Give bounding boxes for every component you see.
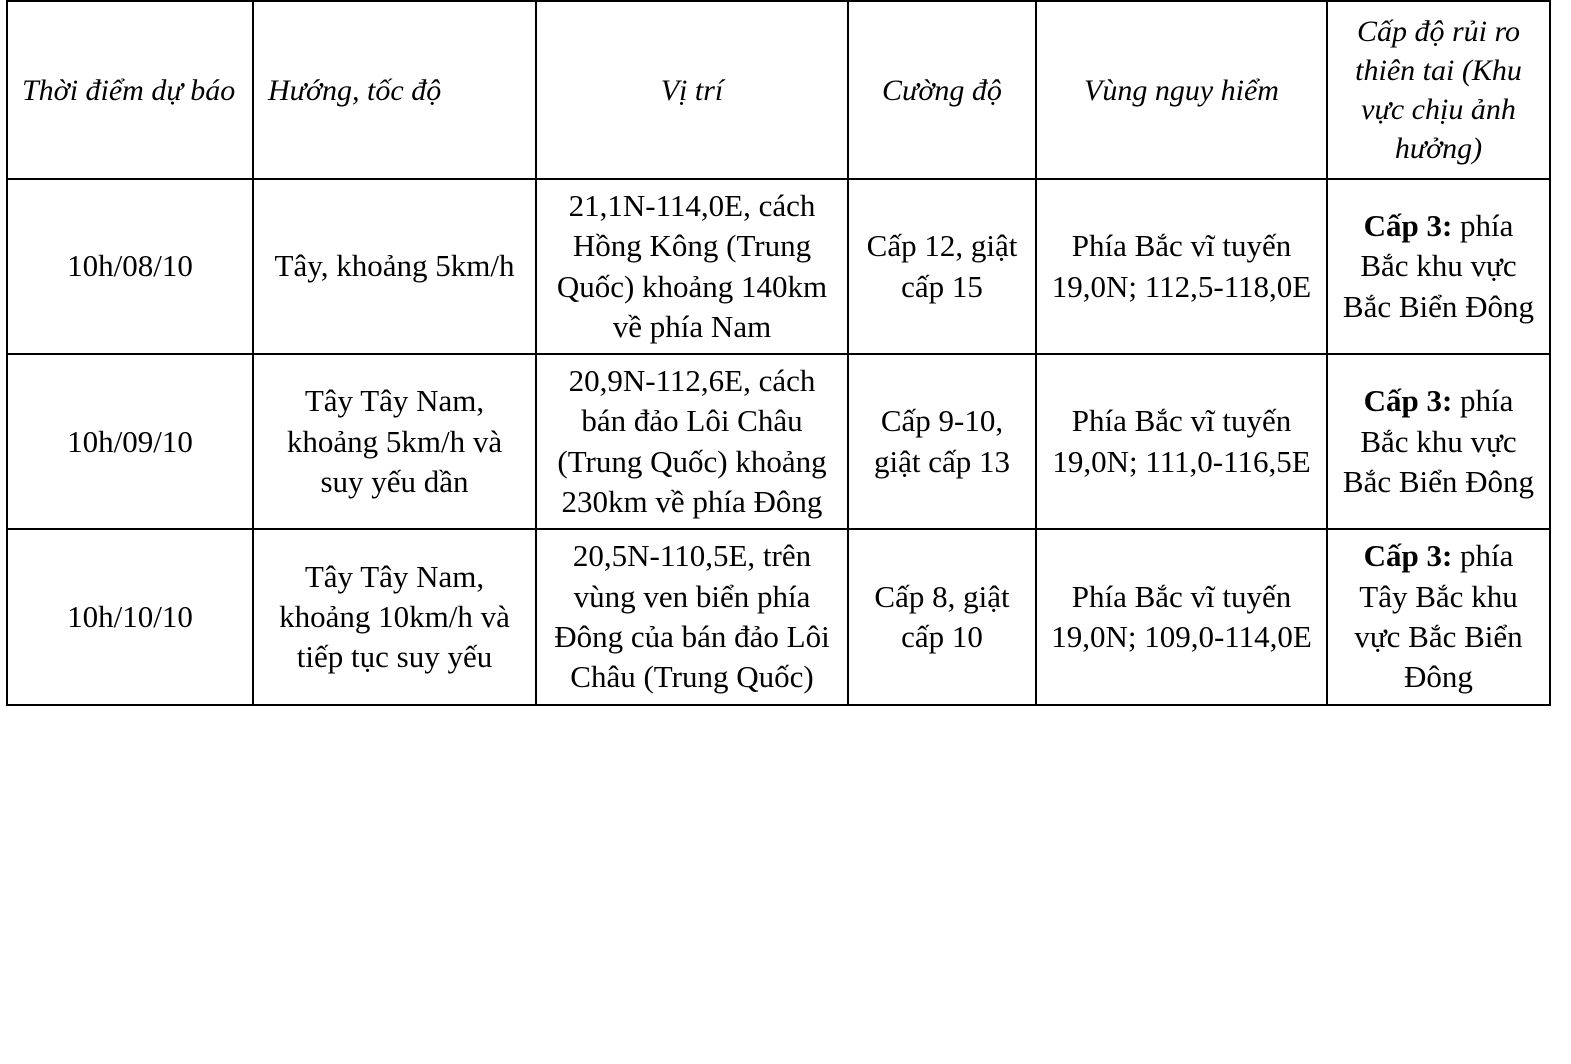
column-header-direction-speed: Hướng, tốc độ bbox=[253, 1, 536, 179]
cell-intensity: Cấp 9-10, giật cấp 13 bbox=[848, 354, 1036, 529]
column-header-forecast-time: Thời điểm dự báo bbox=[7, 1, 253, 179]
cell-disaster-risk bbox=[1327, 179, 1550, 354]
cell-forecast-time: 10h/09/10 bbox=[7, 354, 253, 529]
risk-area-label: phía Tây Bắc khu vực Bắc Biển Đông bbox=[1354, 538, 1523, 695]
cell-direction-speed: Tây Tây Nam, khoảng 5km/h và suy yếu dần bbox=[253, 354, 536, 529]
cell-disaster-risk bbox=[1327, 529, 1550, 704]
cell-disaster-risk bbox=[1327, 354, 1550, 529]
table-header bbox=[7, 1, 1550, 179]
column-header-disaster-risk-level: Cấp độ rủi ro thiên tai (Khu vực chịu ảnh hưởng) bbox=[1327, 1, 1550, 179]
cell-forecast-time: 10h/08/10 bbox=[7, 179, 253, 354]
cell-position: 21,1N-114,0E, cách Hồng Kông (Trung Quốc) khoảng 140km về phía Nam bbox=[536, 179, 848, 354]
cell-direction-speed: Tây Tây Nam, khoảng 10km/h và tiếp tục suy yếu bbox=[253, 529, 536, 704]
risk-area-label: phía Bắc khu vực Bắc Biển Đông bbox=[1342, 383, 1535, 499]
table-row bbox=[7, 529, 1550, 704]
column-header-danger-zone: Vùng nguy hiểm bbox=[1036, 1, 1327, 179]
cell-position: 20,5N-110,5E, trên vùng ven biển phía Đông của bán đảo Lôi Châu (Trung Quốc) bbox=[536, 529, 848, 704]
column-header-position: Vị trí bbox=[536, 1, 848, 179]
risk-level-label: Cấp 3: bbox=[1363, 208, 1453, 244]
table-body bbox=[7, 179, 1550, 705]
table-row bbox=[7, 354, 1550, 529]
risk-level-label: Cấp 3: bbox=[1363, 383, 1453, 419]
cell-direction-speed: Tây, khoảng 5km/h bbox=[253, 179, 536, 354]
risk-level-label: Cấp 3: bbox=[1363, 538, 1453, 574]
cell-danger-zone: Phía Bắc vĩ tuyến 19,0N; 111,0-116,5E bbox=[1036, 354, 1327, 529]
cell-intensity: Cấp 8, giật cấp 10 bbox=[848, 529, 1036, 704]
cell-danger-zone: Phía Bắc vĩ tuyến 19,0N; 109,0-114,0E bbox=[1036, 529, 1327, 704]
column-header-intensity: Cường độ bbox=[848, 1, 1036, 179]
cell-intensity: Cấp 12, giật cấp 15 bbox=[848, 179, 1036, 354]
cell-danger-zone: Phía Bắc vĩ tuyến 19,0N; 112,5-118,0E bbox=[1036, 179, 1327, 354]
cell-forecast-time: 10h/10/10 bbox=[7, 529, 253, 704]
table-header-row bbox=[7, 1, 1550, 179]
table-row bbox=[7, 179, 1550, 354]
risk-area-label: phía Bắc khu vực Bắc Biển Đông bbox=[1342, 208, 1535, 324]
cell-position: 20,9N-112,6E, cách bán đảo Lôi Châu (Trung Quốc) khoảng 230km về phía Đông bbox=[536, 354, 848, 529]
storm-forecast-table bbox=[6, 0, 1551, 706]
